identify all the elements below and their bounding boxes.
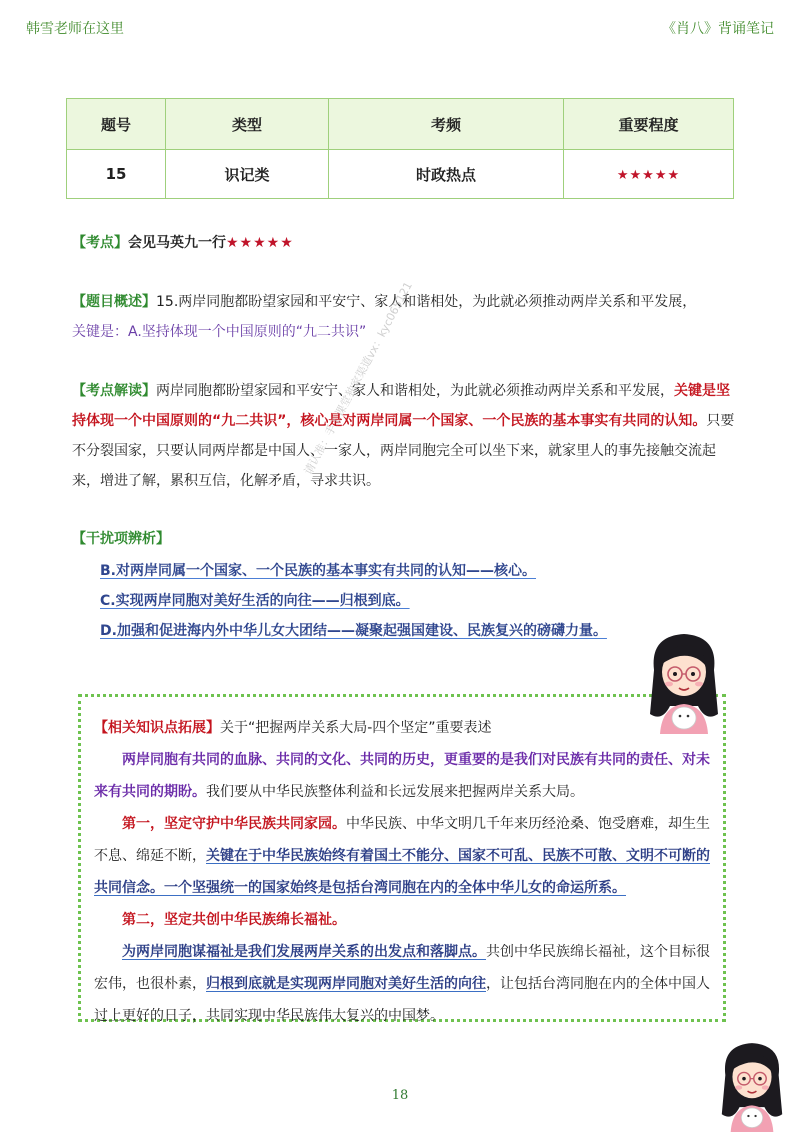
page-number: 18 [391, 1088, 409, 1103]
gaishu-tag: 【题目概述】 [72, 294, 156, 310]
gaishu-key-label: 关键是： [72, 324, 128, 340]
importance-stars: ★★★★★ [616, 168, 681, 183]
kaodian-stars: ★★★★★ [226, 235, 294, 251]
table-row [67, 150, 734, 199]
cell-num: 15 [67, 150, 166, 199]
header-freq: 考频 [329, 99, 564, 150]
extension-p2-head: 第一，坚定守护中华民族共同家园。 [122, 816, 346, 832]
jiedu-text1: 两岸同胞都盼望家园和平安宁、家人和谐相处，为此就必须推动两岸关系和平发展， [156, 383, 674, 399]
extension-p4-highlight2: 归根到底就是实现两岸同胞对美好生活的向往 [206, 976, 486, 992]
extension-p4 [94, 936, 714, 1032]
cell-type: 识记类 [166, 150, 329, 199]
extension-title-line [94, 712, 714, 744]
header-importance: 重要程度 [564, 99, 734, 150]
ganrao-options [100, 556, 607, 646]
extension-p4-text2: ，让包括台湾同胞在内的全体中国人过上更好的日子，共同实现中华民族伟大复兴的中国梦。 [94, 976, 710, 1024]
ganrao-section [72, 524, 738, 554]
extension-content [94, 712, 714, 1032]
gaishu-key-answer: A.坚持体现一个中国原则的“九二共识” [128, 324, 367, 340]
cell-freq: 时政热点 [329, 150, 564, 199]
option-b: B.对两岸同属一个国家、一个民族的基本事实有共同的认知——核心。 [100, 563, 536, 579]
ganrao-tag: 【干扰项辨析】 [72, 531, 170, 547]
extension-tag: 【相关知识点拓展】 [94, 720, 220, 736]
extension-p2 [94, 808, 714, 904]
extension-p3 [94, 904, 714, 936]
extension-p1-rest: 我们要从中华民族整体利益和长远发展来把握两岸关系大局。 [206, 784, 584, 800]
jiedu-section [72, 376, 738, 496]
gaishu-text: 15.两岸同胞都盼望家园和平安宁、家人和谐相处，为此就必须推动两岸关系和平发展， [156, 294, 697, 310]
table-header-row [67, 99, 734, 150]
header-right: 《肖八》背诵笔记 [662, 21, 774, 37]
extension-p2-highlight: 关键在于中华民族始终有着国土不能分、国家不可乱、民族不可散、文明不可断的共同信念。一个坚强统一的国家始终是包括台湾同胞在内的全体中华儿女的命运所系。 [94, 848, 710, 896]
kaodian-tag: 【考点】 [72, 235, 128, 251]
extension-p3-head: 第二，坚定共创中华民族绵长福祉。 [122, 912, 346, 928]
extension-p2-text: 中华民族、中华文明几千年来历经沧桑、饱受磨难，却生生不息、绵延不断， [94, 816, 710, 864]
jiedu-key-text: 关键是坚持体现一个中国原则的“九二共识”，核心是对两岸同属一个国家、一个民族的基本事实有共同的认知。 [72, 383, 730, 429]
extension-p1 [94, 744, 714, 808]
option-c: C.实现两岸同胞对美好生活的向往——归根到底。 [100, 593, 410, 609]
header-num: 题号 [67, 99, 166, 150]
header-type: 类型 [166, 99, 329, 150]
extension-intro: 关于“把握两岸关系大局-四个坚定”重要表述 [220, 720, 492, 736]
cartoon-girl-illustration [640, 626, 728, 734]
cell-importance [564, 150, 734, 199]
option-d: D.加强和促进海内外中华儿女大团结——凝聚起强国建设、民族复兴的磅礴力量。 [100, 623, 607, 639]
watermark: 请认准：手工课堂独家渠道vx：kyc065121 [301, 279, 415, 478]
extension-p4-highlight1: 为两岸同胞谋福祉是我们发展两岸关系的出发点和落脚点。 [122, 944, 486, 960]
question-info-table [66, 98, 734, 199]
kaodian-section [72, 228, 738, 258]
extension-p1-highlight: 两岸同胞有共同的血脉、共同的文化、共同的历史，更重要的是我们对民族有共同的责任、对未来有共同的期盼。 [94, 752, 710, 800]
jiedu-text2: 只要不分裂国家，只要认同两岸都是中国人、一家人，两岸同胞完全可以坐下来，就家里人的事先接触交流起来，增进了解，累积互信，化解矛盾，寻求共识。 [72, 413, 735, 489]
jiedu-tag: 【考点解读】 [72, 383, 156, 399]
cartoon-girl-illustration-small [712, 1036, 792, 1132]
header-left: 韩雪老师在这里 [26, 21, 124, 37]
extension-p4-text1: 共创中华民族绵长福祉，这个目标很宏伟，也很朴素， [94, 944, 710, 992]
kaodian-text: 会见马英九一行 [128, 235, 226, 251]
